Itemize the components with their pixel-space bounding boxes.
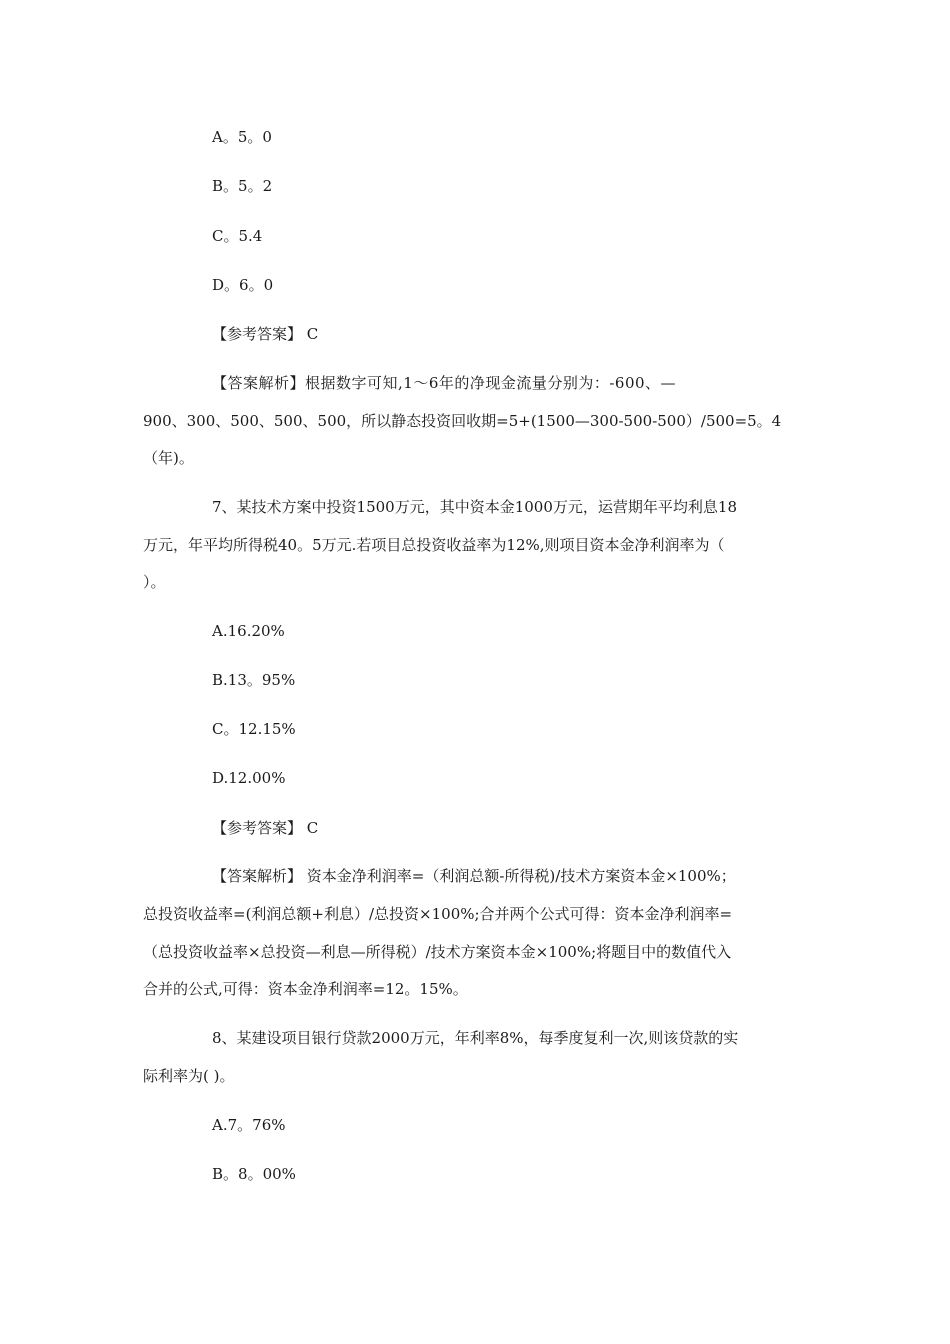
- q6-reference-answer: 【参考答案】 C: [212, 325, 319, 343]
- q6-option-c: C。5.4: [212, 227, 263, 245]
- q7-option-a: A.16.20%: [212, 622, 285, 640]
- q7-analysis-line-2: 总投资收益率=(利润总额+利息）/总投资×100%;合并两个公式可得：资本金净利润率=: [143, 905, 733, 923]
- q8-question-line-1: 8、某建设项目银行贷款2000万元，年利率8%，每季度复利一次,则该贷款的实: [212, 1029, 739, 1047]
- q7-question-line-3: ）。: [143, 573, 166, 591]
- q7-analysis-line-4: 合并的公式,可得：资本金净利润率=12。15%。: [143, 980, 468, 998]
- q8-option-b: B。8。00%: [212, 1165, 296, 1183]
- q8-option-a: A.7。76%: [212, 1116, 286, 1134]
- q6-analysis-line-2: 900、300、500、500、500，所以静态投资回收期=5+(1500—300-500-500）/500=5。4: [143, 412, 782, 430]
- q7-analysis-line-1: 【答案解析】 资本金净利润率=（利润总额-所得税)/技术方案资本金×100%；: [212, 867, 736, 885]
- q6-option-a: A。5。0: [212, 128, 272, 146]
- q7-question-line-2: 万元，年平均所得税40。5万元.若项目总投资收益率为12%,则项目资本金净利润率为（: [143, 536, 725, 554]
- q6-analysis-line-3: （年)。: [143, 449, 194, 467]
- q7-analysis-line-3: （总投资收益率×总投资—利息—所得税）/技术方案资本金×100%;将题目中的数值代入: [143, 943, 732, 961]
- q7-option-b: B.13。95%: [212, 671, 296, 689]
- q7-question-line-1: 7、某技术方案中投资1500万元，其中资本金1000万元，运营期年平均利息18: [212, 498, 737, 516]
- q6-option-d: D。6。0: [212, 276, 274, 294]
- q7-reference-answer: 【参考答案】 C: [212, 819, 319, 837]
- q7-option-d: D.12.00%: [212, 769, 286, 787]
- q6-option-b: B。5。2: [212, 177, 273, 195]
- q7-option-c: C。12.15%: [212, 720, 296, 738]
- q8-question-line-2: 际利率为( )。: [143, 1067, 235, 1085]
- q6-analysis-line-1: 【答案解析】根据数字可知,1～6年的净现金流量分别为：-600、—: [212, 374, 677, 392]
